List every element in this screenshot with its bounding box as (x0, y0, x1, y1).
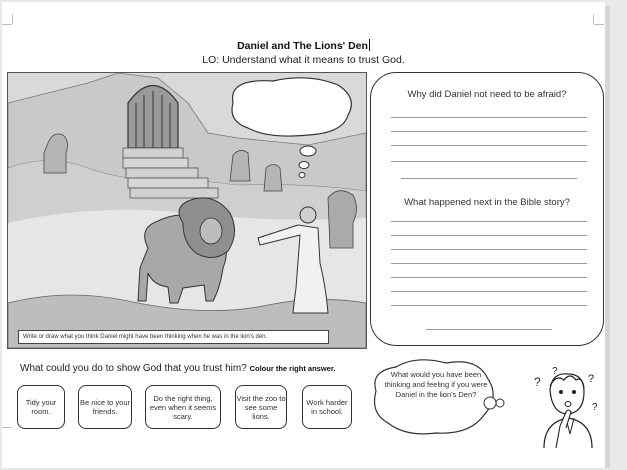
answer-option-work-harder[interactable]: Work harder in school. (302, 385, 352, 429)
writing-line[interactable] (391, 263, 587, 264)
answer-option-tidy-room[interactable]: Tidy your room. (17, 385, 65, 429)
answer-option-be-nice[interactable]: Be nice to your friends. (78, 385, 132, 429)
answer-option-visit-zoo[interactable]: Visit the zoo to see some lions. (235, 385, 287, 429)
answer-option-do-right-thing[interactable]: Do the right thing, even when it seems scary. (145, 385, 221, 429)
question-2: What happened next in the Bible story? (404, 197, 570, 208)
writing-line[interactable] (401, 178, 577, 179)
writing-line[interactable] (391, 277, 587, 278)
crop-mark (12, 14, 13, 24)
picture-caption: Write or draw what you think Daniel might have been thinking when he was in the lion's den. (18, 330, 329, 344)
question-marks-icon: ? (534, 375, 541, 389)
svg-text:?: ? (588, 373, 595, 385)
crop-mark (2, 24, 12, 25)
writing-line[interactable] (391, 131, 587, 132)
writing-line[interactable] (391, 235, 587, 236)
lion-den-drawing (8, 73, 366, 348)
writing-line[interactable] (391, 291, 587, 292)
title-text: Daniel and The Lions' Den (237, 40, 368, 52)
trust-prompt (20, 363, 335, 374)
writing-line[interactable] (391, 249, 587, 250)
writing-line[interactable] (391, 145, 587, 146)
lion-den-illustration (7, 72, 367, 349)
writing-line[interactable] (391, 117, 587, 118)
worksheet-page (2, 2, 605, 468)
question-1: Why did Daniel not need to be afraid? (407, 89, 567, 100)
svg-text:?: ? (552, 366, 558, 377)
prompt-text: What could you do to show God that you trust him? (20, 363, 247, 374)
writing-line[interactable] (391, 305, 587, 306)
writing-line[interactable] (391, 221, 587, 222)
worksheet-title[interactable] (2, 39, 605, 52)
prompt-instruction: Colour the right answer. (249, 364, 336, 373)
thought-bubble-text: What would you have been thinking and feeling if you were Daniel in the lion's Den? (384, 370, 488, 399)
writing-line[interactable] (391, 161, 587, 162)
page-shadow (605, 6, 610, 468)
worried-boy-icon (530, 362, 604, 448)
answer-box (370, 72, 604, 346)
crop-mark (593, 14, 594, 24)
text-cursor (369, 39, 370, 51)
svg-text:?: ? (592, 402, 598, 413)
writing-line[interactable] (426, 329, 552, 330)
crop-mark (594, 24, 604, 25)
crop-mark (2, 427, 12, 428)
learning-objective: LO: Understand what it means to trust God. (202, 54, 405, 66)
